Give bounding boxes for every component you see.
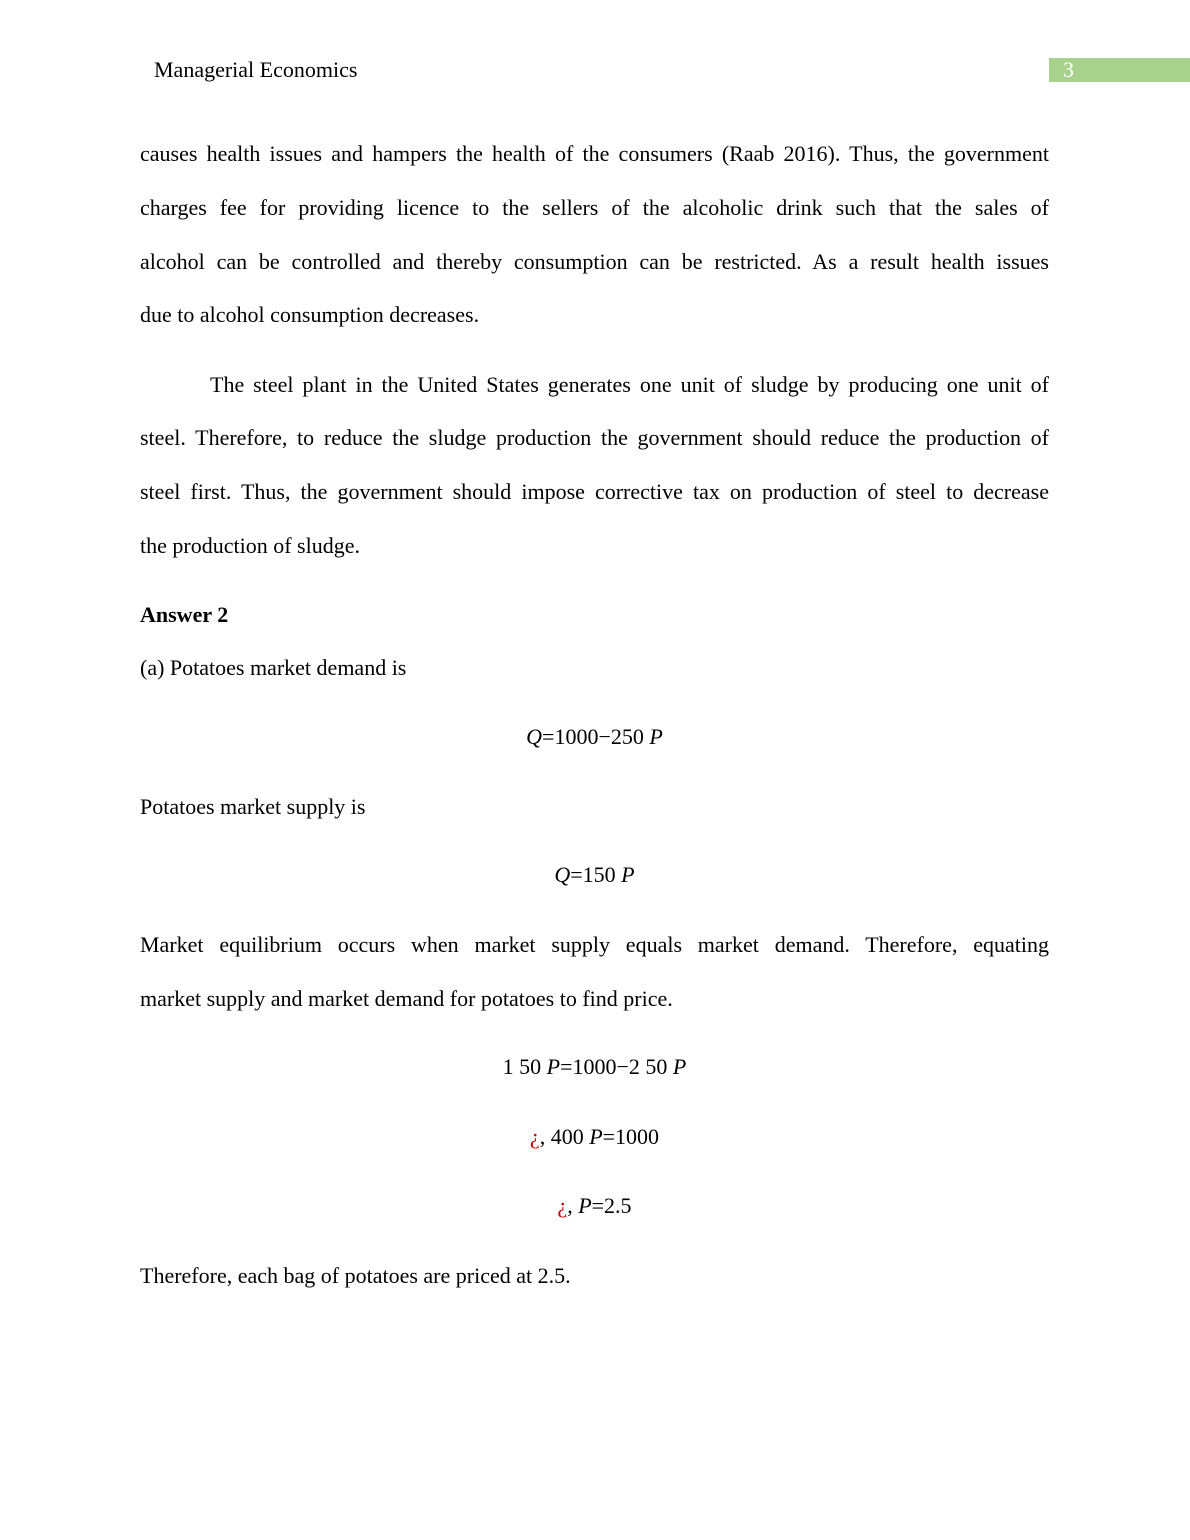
equation-text: =2.5 — [591, 1193, 632, 1218]
paragraph-line: causes health issues and hampers the health of the consumers (Raab 2016). Thus, the government — [140, 141, 1049, 166]
supply-equation — [140, 861, 1049, 889]
paragraph-line: due to alcohol consumption decreases. — [140, 302, 480, 327]
page-number-badge — [1049, 58, 1190, 82]
demand-equation — [140, 723, 1049, 751]
equation-text: , — [567, 1193, 579, 1218]
part-a-intro: (a) Potatoes market demand is — [140, 655, 407, 680]
equation-variable: Q — [554, 862, 571, 887]
paragraph-line: market supply and market demand for potatoes to find price. — [140, 986, 673, 1011]
equation-text: =1000−2 50 — [560, 1054, 673, 1079]
paragraph-line: alcohol can be controlled and thereby consumption can be restricted. As a result health issues — [140, 249, 1049, 274]
paragraph-line: steel first. Thus, the government should impose corrective tax on production of steel to decrease — [140, 479, 1049, 504]
unrendered-symbol-glyph: ¿ — [529, 1124, 540, 1149]
equation-variable: P — [589, 1124, 603, 1149]
equation-variable: P — [649, 724, 663, 749]
equilibrium-equation — [140, 1053, 1049, 1081]
conclusion-sentence: Therefore, each bag of potatoes are priced at 2.5. — [140, 1263, 571, 1288]
page-number: 3 — [1063, 57, 1074, 82]
equation-text: =1000−250 — [542, 724, 650, 749]
step-equation-1 — [140, 1123, 1049, 1151]
answer-heading: Answer 2 — [140, 602, 229, 627]
equation-variable: P — [578, 1193, 592, 1218]
paragraph-line: Market equilibrium occurs when market supply equals market demand. Therefore, equating — [140, 932, 1049, 957]
running-header-title: Managerial Economics — [154, 57, 358, 82]
equation-text: , 400 — [539, 1124, 590, 1149]
paragraph-line: steel. Therefore, to reduce the sludge production the government should reduce the production of — [140, 425, 1049, 450]
equation-variable: P — [621, 862, 635, 887]
supply-intro: Potatoes market supply is — [140, 794, 366, 819]
paragraph-line: The steel plant in the United States generates one unit of sludge by producing one unit of — [210, 372, 1049, 397]
equation-text: 1 50 — [502, 1054, 547, 1079]
paragraph-line: the production of sludge. — [140, 533, 360, 558]
equation-text: =150 — [570, 862, 622, 887]
equation-text: =1000 — [602, 1124, 660, 1149]
equation-variable: P — [546, 1054, 561, 1079]
unrendered-symbol-glyph: ¿ — [557, 1193, 568, 1218]
equation-variable: Q — [526, 724, 543, 749]
step-equation-2 — [140, 1192, 1049, 1220]
paragraph-line: charges fee for providing licence to the sellers of the alcoholic drink such that the sales of — [140, 195, 1049, 220]
equation-variable: P — [672, 1054, 687, 1079]
